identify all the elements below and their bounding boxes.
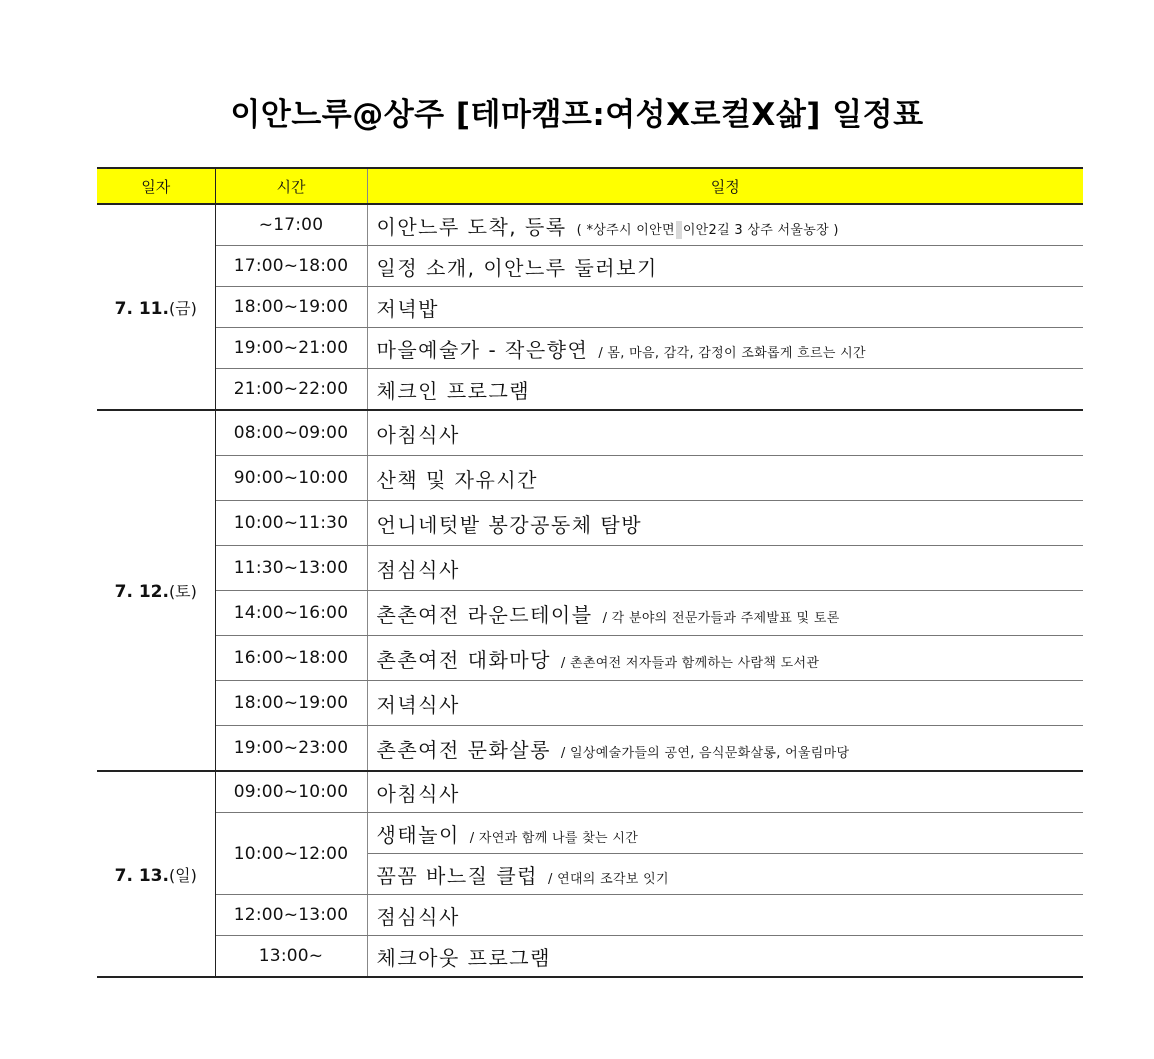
time-cell: 90:00~10:00 (215, 456, 367, 501)
table-row (97, 895, 1083, 936)
date-day: 7. 13. (114, 865, 169, 886)
schedule-cell (367, 681, 1083, 726)
schedule-title: 아침식사 (376, 422, 460, 447)
schedule-title: 촌촌여전 대화마당 (376, 647, 551, 672)
date-weekday: (토) (168, 582, 197, 601)
table-header-row (97, 168, 1083, 204)
time-cell: ~17:00 (215, 204, 367, 246)
schedule-note: / 촌촌여전 저자들과 함께하는 사람책 도서관 (560, 655, 820, 671)
table-row (97, 591, 1083, 636)
schedule-cell (367, 456, 1083, 501)
schedule-note: / 몸, 마음, 감각, 감정이 조화롭게 흐르는 시간 (598, 345, 866, 361)
time-cell: 18:00~19:00 (215, 681, 367, 726)
date-cell (97, 410, 215, 771)
schedule-note: / 연대의 조각보 잇기 (547, 871, 669, 887)
page-title: 이안느루@상주 [테마캠프:여성X로컬X삶] 일정표 (230, 97, 924, 133)
table-row (97, 456, 1083, 501)
schedule-cell (367, 591, 1083, 636)
time-cell: 11:30~13:00 (215, 546, 367, 591)
time-cell: 10:00~11:30 (215, 501, 367, 546)
table-row (97, 546, 1083, 591)
schedule-cell (367, 546, 1083, 591)
schedule-title: 일정 소개, 이안느루 둘러보기 (376, 255, 658, 280)
schedule-title: 저녁식사 (376, 692, 460, 717)
table-row (97, 636, 1083, 681)
time-cell: 09:00~10:00 (215, 771, 367, 813)
schedule-cell (367, 328, 1083, 369)
schedule-cell (367, 813, 1083, 854)
date-cell (97, 204, 215, 410)
schedule-cell (367, 204, 1083, 246)
schedule-cell (367, 246, 1083, 287)
schedule-note-part: 이안2길 3 상주 서울농장 ) (682, 222, 839, 238)
table-row (97, 936, 1083, 978)
table-row (97, 328, 1083, 369)
schedule-note (577, 223, 839, 238)
schedule-title: 체크아웃 프로그램 (376, 945, 551, 970)
schedule-cell (367, 410, 1083, 456)
time-cell: 08:00~09:00 (215, 410, 367, 456)
schedule-cell (367, 936, 1083, 978)
schedule-cell (367, 895, 1083, 936)
schedule-title: 언니네텃밭 봉강공동체 탐방 (376, 512, 643, 537)
date-weekday: (금) (168, 298, 197, 318)
text-cursor-highlight (676, 221, 682, 239)
schedule-cell (367, 501, 1083, 546)
schedule-note: / 자연과 함께 나를 찾는 시간 (469, 830, 639, 846)
schedule-cell (367, 369, 1083, 411)
date-day: 7. 11. (114, 298, 169, 319)
schedule-cell (367, 287, 1083, 328)
header-schedule: 일정 (367, 168, 1083, 204)
schedule-title: 아침식사 (376, 781, 460, 806)
table-row (97, 410, 1083, 456)
schedule-title: 촌촌여전 문화살롱 (376, 737, 551, 762)
table-row (97, 501, 1083, 546)
time-cell: 19:00~21:00 (215, 328, 367, 369)
time-cell: 14:00~16:00 (215, 591, 367, 636)
table-row (97, 204, 1083, 246)
schedule-note: / 각 분야의 전문가들과 주제발표 및 토론 (602, 610, 840, 626)
time-cell: 10:00~12:00 (215, 813, 367, 895)
schedule-cell (367, 726, 1083, 772)
table-row (97, 726, 1083, 772)
schedule-title: 저녁밥 (376, 296, 439, 321)
schedule-title: 생태놀이 (376, 822, 460, 847)
header-date: 일자 (97, 168, 215, 204)
table-row (97, 246, 1083, 287)
time-cell: 19:00~23:00 (215, 726, 367, 772)
time-cell: 18:00~19:00 (215, 287, 367, 328)
schedule-table (97, 167, 1083, 978)
table-row (97, 771, 1083, 813)
schedule-title: 이안느루 도착, 등록 (376, 214, 567, 239)
schedule-cell (367, 854, 1083, 895)
schedule-title: 촌촌여전 라운드테이블 (376, 602, 593, 627)
time-cell: 12:00~13:00 (215, 895, 367, 936)
schedule-title: 체크인 프로그램 (376, 378, 531, 403)
schedule-title: 점심식사 (376, 557, 460, 582)
schedule-title: 꼼꼼 바느질 클럽 (376, 863, 538, 888)
date-day: 7. 12. (114, 582, 169, 602)
schedule-cell (367, 636, 1083, 681)
schedule-title: 마을예술가 - 작은향연 (376, 337, 589, 362)
time-cell: 13:00~ (215, 936, 367, 978)
schedule-cell (367, 771, 1083, 813)
time-cell: 17:00~18:00 (215, 246, 367, 287)
schedule-title: 산책 및 자유시간 (376, 467, 538, 492)
schedule-title: 점심식사 (376, 904, 460, 929)
table-row (97, 813, 1083, 854)
date-cell (97, 771, 215, 977)
date-weekday: (일) (168, 865, 197, 885)
header-time: 시간 (215, 168, 367, 204)
table-row (97, 287, 1083, 328)
table-row (97, 369, 1083, 411)
schedule-note-part: ( *상주시 이안면 (576, 222, 675, 238)
time-cell: 21:00~22:00 (215, 369, 367, 411)
time-cell: 16:00~18:00 (215, 636, 367, 681)
table-row (97, 681, 1083, 726)
schedule-note: / 일상예술가들의 공연, 음식문화살롱, 어울림마당 (560, 745, 850, 761)
